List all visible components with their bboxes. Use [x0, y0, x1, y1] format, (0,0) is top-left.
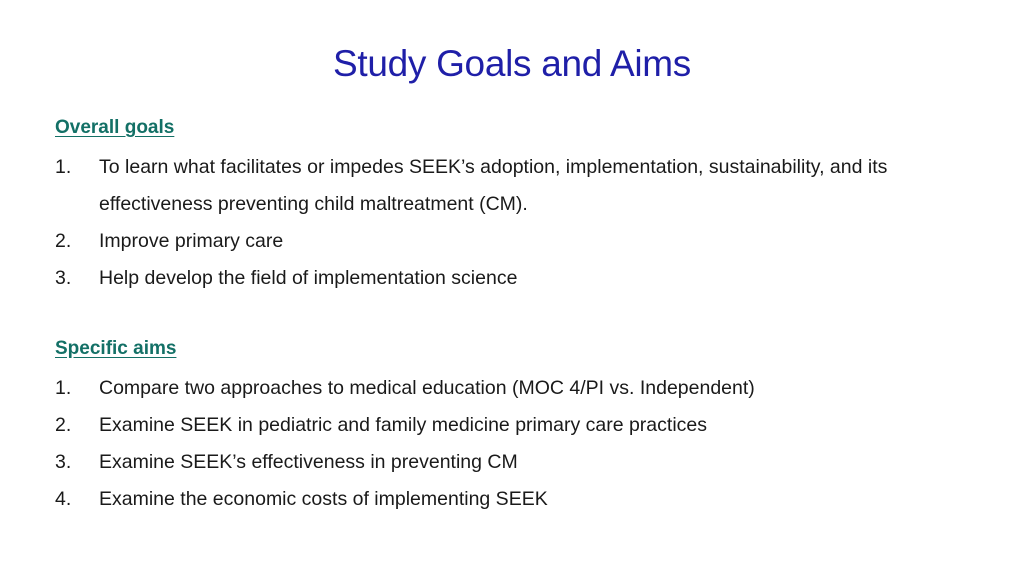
list-item-text: Improve primary care [99, 230, 284, 252]
list-item [55, 149, 985, 223]
list-item [55, 444, 985, 481]
overall-goals-list [55, 149, 985, 297]
list-item [55, 481, 985, 518]
list-item [55, 407, 985, 444]
list-item-text: Examine SEEK in pediatric and family medicine primary care practices [99, 414, 707, 436]
list-item-number: 2. [55, 230, 72, 252]
list-item-number: 1. [55, 156, 72, 178]
specific-aims-section [55, 334, 985, 518]
list-item-number: 3. [55, 451, 72, 473]
list-item-number: 3. [55, 267, 72, 289]
slide-title: Study Goals and Aims [332, 43, 692, 84]
list-item [55, 223, 985, 260]
list-item-number: 2. [55, 414, 72, 436]
list-item-text: Compare two approaches to medical education (MOC 4/PI vs. Independent) [99, 377, 755, 399]
list-item [55, 370, 985, 407]
list-item-text: Examine the economic costs of implementing SEEK [99, 488, 548, 510]
list-item-text: Examine SEEK’s effectiveness in preventing CM [99, 451, 518, 473]
list-item [55, 260, 985, 297]
specific-aims-list [55, 370, 985, 518]
list-item-number: 4. [55, 488, 72, 510]
list-item-number: 1. [55, 377, 72, 399]
specific-aims-heading: Specific aims [55, 338, 177, 359]
list-item-text: To learn what facilitates or impedes SEEK’s adoption, implementation, sustainability, and its effectiveness preventing child maltreatment (CM). [99, 156, 888, 215]
overall-goals-heading: Overall goals [55, 117, 175, 138]
list-item-text: Help develop the field of implementation science [99, 267, 518, 289]
overall-goals-section [55, 113, 985, 297]
